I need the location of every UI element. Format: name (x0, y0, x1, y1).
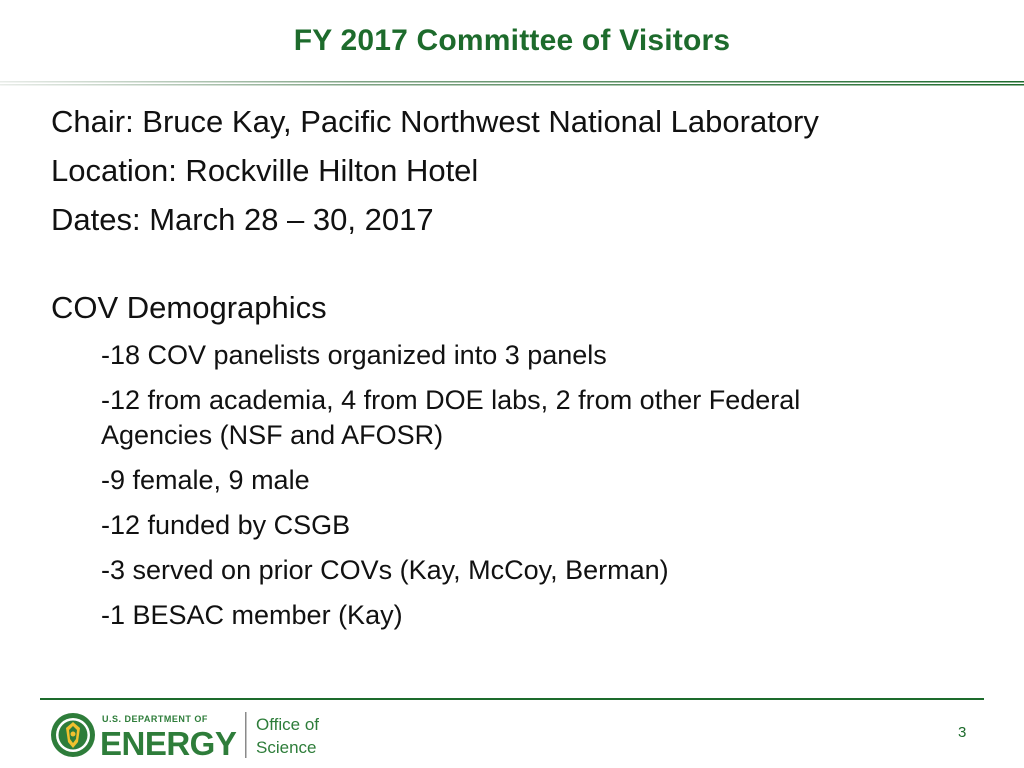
demographics-item-continuation: Agencies (NSF and AFOSR) (101, 420, 444, 450)
slide-body (51, 104, 991, 643)
demographics-item: -18 COV panelists organized into 3 panels (101, 340, 607, 370)
chair-line: Chair: Bruce Kay, Pacific Northwest National Laboratory (51, 104, 819, 139)
title-divider (0, 80, 1024, 88)
footer-divider (40, 698, 984, 700)
demographics-item: -1 BESAC member (Kay) (101, 600, 403, 630)
svg-text:Science: Science (256, 738, 317, 757)
svg-text:ENERGY: ENERGY (100, 725, 237, 762)
slide-title: FY 2017 Committee of Visitors (293, 24, 731, 57)
page-number: 3 (958, 724, 967, 741)
dates-line: Dates: March 28 – 30, 2017 (51, 202, 434, 237)
svg-text:U.S. DEPARTMENT OF: U.S. DEPARTMENT OF (102, 714, 208, 724)
svg-text:Office of: Office of (256, 715, 319, 734)
demographics-heading: COV Demographics (51, 290, 327, 325)
doe-office-of-science-logo (50, 708, 340, 762)
demographics-item: -12 funded by CSGB (101, 510, 351, 540)
demographics-item: -9 female, 9 male (101, 465, 310, 495)
doe-seal-icon (51, 713, 95, 757)
demographics-item: -12 from academia, 4 from DOE labs, 2 from other Federal (101, 385, 801, 415)
demographics-item: -3 served on prior COVs (Kay, McCoy, Berman) (101, 555, 669, 585)
spacer (51, 251, 991, 290)
location-line: Location: Rockville Hilton Hotel (51, 153, 479, 188)
